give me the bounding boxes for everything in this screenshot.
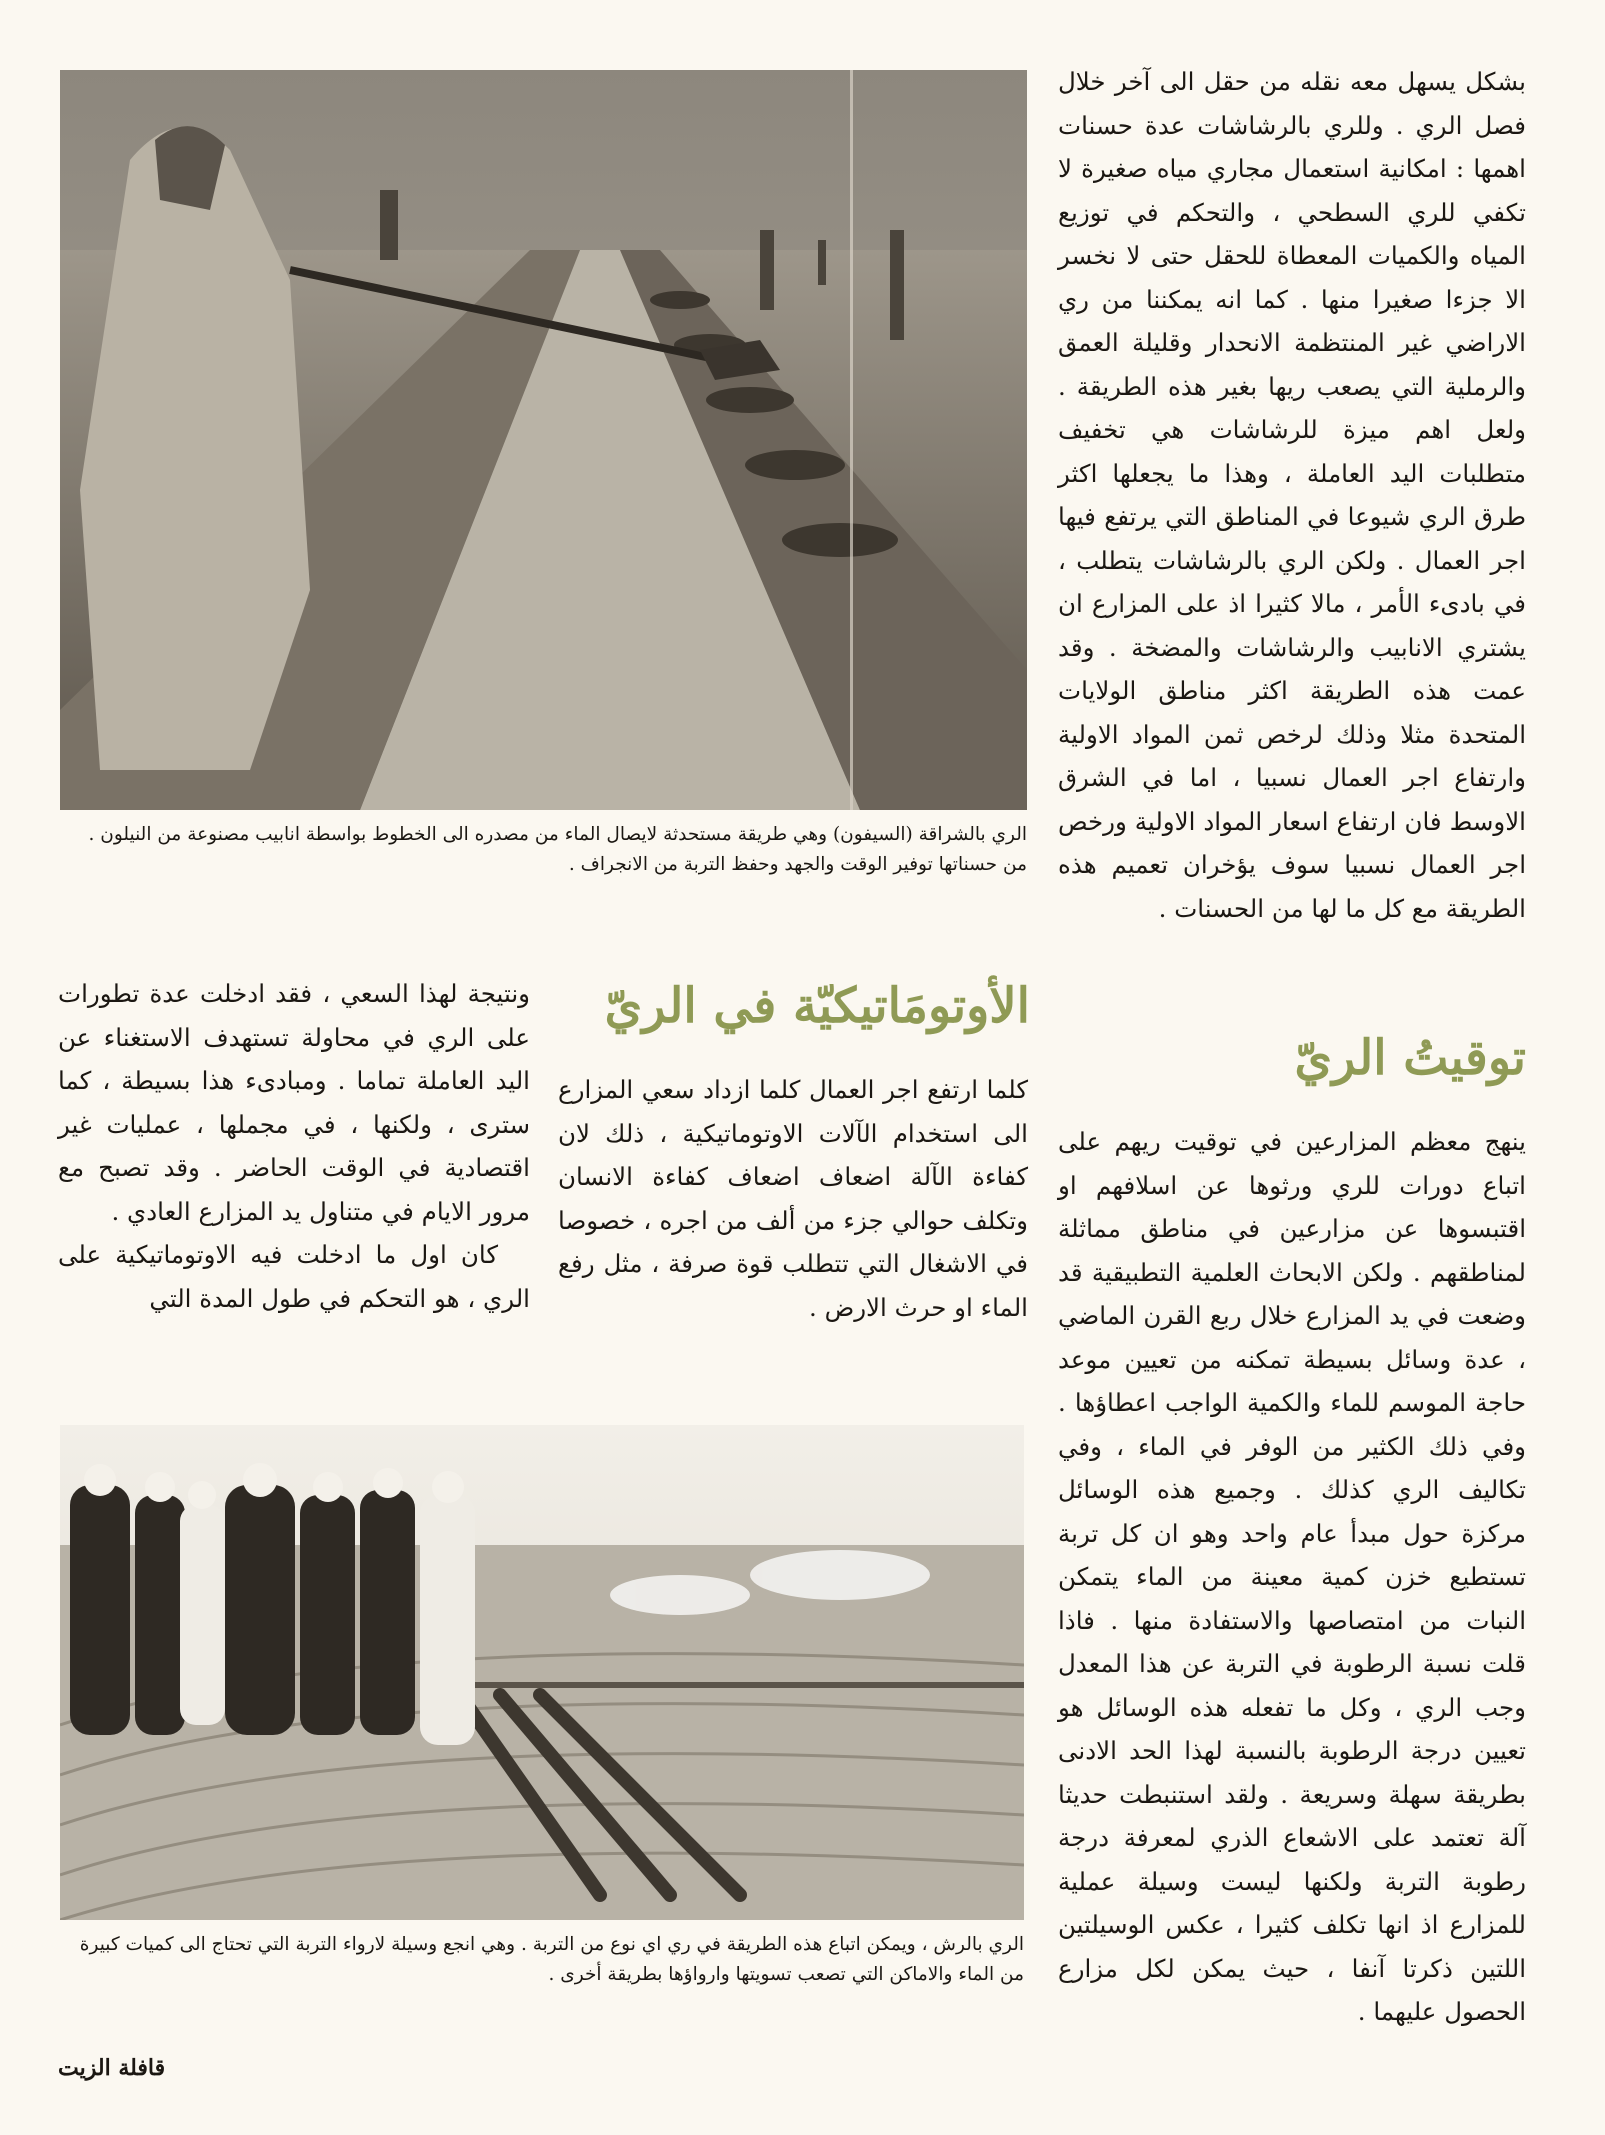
siphon-irrigation-caption: الري بالشراقة (السيفون) وهي طريقة مستحدثة لايصال الماء من مصدره الى الخطوط بواسطة انابيب مصنوعة من النيلون . من حسناتها توفير الوقت والجهد وحفظ التربة من الانجراف . (88, 824, 1027, 875)
timing-section-text: ينهج معظم المزارعين في توقيت ريهم على اتباع دورات للري ورثوها عن اسلافهم او اقتبسوها عن مزارعين في مناطق مماثلة لمناطقهم . ولكن الابحاث العلمية التطبيقية قد وضعت في يد المزارع خلال ربع القرن الماضي ، عدة وسائل بسيطة تمكنه من تعيين موعد حاجة الموسم للماء والكمية الواجب اعطاؤها . وفي ذلك الكثير من الوفر في الماء ، وفي تكاليف الري كذلك . وجميع هذه الوسائل مركزة حول مبدأ عام واحد وهو ان كل تربة تستطيع خزن كمية معينة من الماء يتمكن النبات من امتصاصها والاستفادة منها . فاذا قلت نسبة الرطوبة في التربة عن هذا المعدل وجب الري ، وكل ما تفعله هذه الوسائل هو تعيين درجة الرطوبة بالنسبة لهذا الحد الادنى بطريقة سهلة وسريعة . ولقد استنبطت حديثا آلة تعتمد على الاشعاع الذري لمعرفة درجة رطوبة التربة ولكنها ليست وسيلة عملية للمزارع اذ انها تكلف كثيرا ، عكس الوسيلتين اللتين ذكرتا آنفا ، حيث يمكن لكل مزارع الحصول عليهما . (1058, 1127, 1526, 2026)
sprinkler-irrigation-photo (60, 1425, 1024, 1920)
sprinkler-irrigation-caption: الري بالرش ، ويمكن اتباع هذه الطريقة في ري اي نوع من التربة . وهي انجع وسيلة لارواء التربة التي تحتاج الى كميات كبيرة من الماء والاماكن التي تصعب تسويتها وارواؤها بطريقة أخرى . (79, 1934, 1024, 1985)
magazine-name-footer: قافلة الزيت (58, 2055, 166, 2081)
automation-section-heading: الأوتومَاتيكيّة في الريّ (604, 978, 1030, 1034)
automation-section-text: كلما ارتفع اجر العمال كلما ازداد سعي المزارع الى استخدام الآلات الاوتوماتيكية ، ذلك لان كفاءة الآلة اضعاف اضعاف كفاءة الانسان وتكلف حوالي جزء من ألف من اجره ، خصوصا في الاشغال التي تتطلب قوة صرفة ، مثل رفع الماء او حرث الارض . (558, 1075, 1028, 1322)
timing-section-heading: توقيتُ الريّ (1294, 1030, 1526, 1086)
siphon-irrigation-photo (60, 70, 1027, 810)
sprinkler-benefits-text: بشكل يسهل معه نقله من حقل الى آخر خلال فصل الري . وللري بالرشاشات عدة حسنات اهمها : امكانية استعمال مجاري مياه صغيرة لا تكفي للري السطحي ، والتحكم في توزيع المياه والكميات المعطاة للحقل حتى لا نخسر الا جزءا صغيرا منها . كما انه يمكننا من ري الاراضي غير المنتظمة الانحدار وقليلة العمق والرملية التي يصعب ريها بغير هذه الطريقة . ولعل اهم ميزة للرشاشات هي تخفيف متطلبات اليد العاملة ، وهذا ما يجعلها اكثر طرق الري شيوعا في المناطق التي يرتفع فيها اجر العمال . ولكن الري بالرشاشات يتطلب ، في بادىء الأمر ، مالا كثيرا اذ على المزارع ان يشتري الانابيب والرشاشات والمضخة . وقد عمت هذه الطريقة اكثر مناطق الولايات المتحدة مثلا وذلك لرخص ثمن المواد الاولية وارتفاع اجر العمال نسبيا ، اما في الشرق الاوسط فان ارتفاع اسعار المواد الاولية ورخص اجر العمال نسبيا سوف يؤخران تعميم هذه الطريقة مع كل ما لها من الحسنات . (1058, 67, 1526, 923)
automation-continued-text-2: كان اول ما ادخلت فيه الاوتوماتيكية على الري ، هو التحكم في طول المدة التي (58, 1240, 530, 1313)
automation-continued-column (58, 972, 530, 1320)
automation-continued-text: ونتيجة لهذا السعي ، فقد ادخلت عدة تطورات على الري في محاولة تستهدف الاستغناء عن اليد العاملة تماما . ومبادىء هذا بسيطة ، كما سترى ، ولكنها ، في مجملها ، عمليات غير اقتصادية في الوقت الحاضر . وقد تصبح مع مرور الايام في متناول يد المزارع العادي . (58, 979, 530, 1226)
